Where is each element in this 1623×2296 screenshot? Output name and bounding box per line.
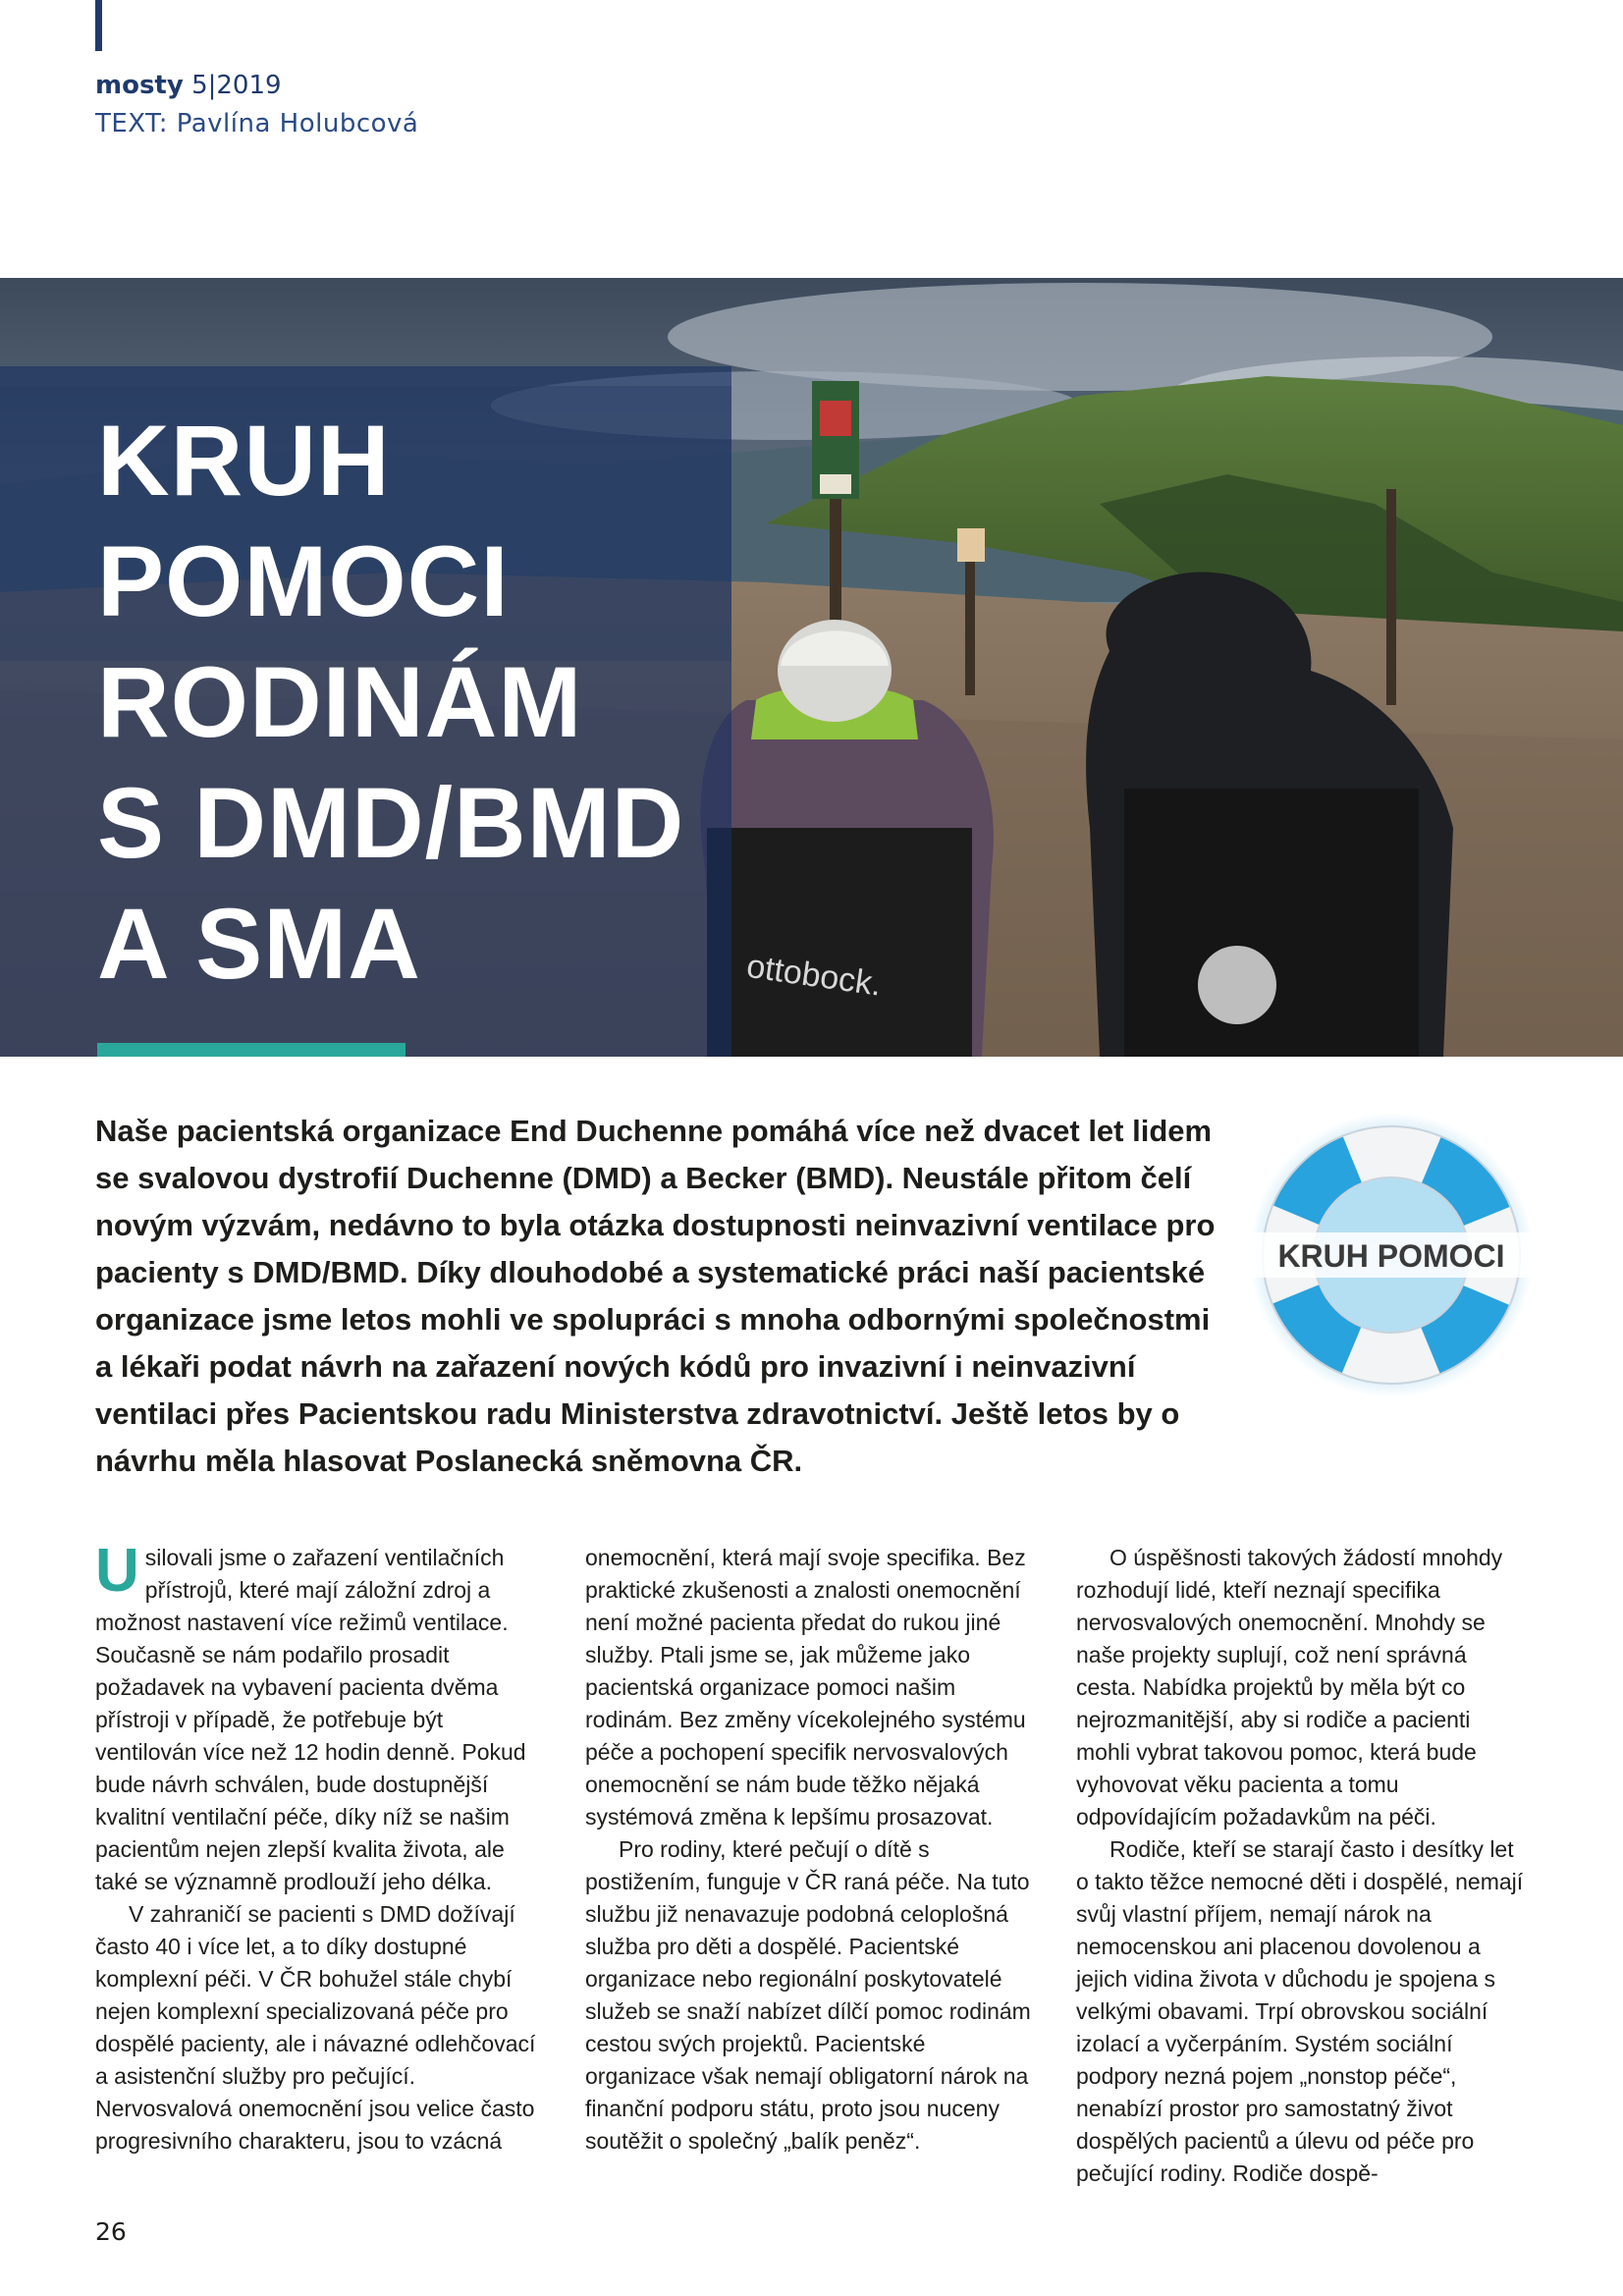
col2-paragraph-2: Pro rodiny, které pečují o dítě s postižením, funguje v ČR raná péče. Na tuto službu již nenavazuje podobná celoplošná služba pro děti a dospělé. Pacientské organizace nebo regionální poskytovatelé služeb se snaží nabízet dílčí pomoc rodinám cestou svých projektů. Pacientské organizace však nemají obligatorní nárok na finanční podporu státu, proto jsou nuceny soutěžit o společný „balík peněz“. xyxy=(585,1836,1031,2154)
drop-cap: U xyxy=(95,1537,139,1605)
col3-paragraph-1: O úspěšnosti takových žádostí mnohdy rozhodují lidé, kteří neznají specifika nervosvalových onemocnění. Mnohdy se naše projekty suplují, což není správná cesta. Nabídka projektů by měla být co nejrozmanitější, aby si rodiče a pacienti mohli vybrat takovou pomoc, která bude vyhovovat věku pacienta a tomu odpovídajícím požadavkům na péči. xyxy=(1076,1545,1503,1830)
top-accent-bar xyxy=(95,0,102,51)
logo-text: KRUH POMOCI xyxy=(1277,1238,1505,1274)
lifebuoy-logo xyxy=(1249,1113,1534,1397)
body-column-1 xyxy=(95,1537,549,2158)
col1-paragraph-1: silovali jsme o zařazení ventilačních přístrojů, které mají záložní zdroj a možnost nastavení více režimů ventilace. Současně se nám podařilo prosadit požadavek na vybavení pacienta dvěma přístroji v případě, že potřebuje být ventilován více než 12 hodin denně. Pokud bude návrh schválen, bude dostupnější kvalitní ventilační péče, díky níž se našim pacientům nejen zlepší kvalita života, ale také se významně prodlouží jeho délka. xyxy=(95,1545,526,1894)
page-number: 26 xyxy=(95,2217,127,2246)
title-line-1: KRUH xyxy=(97,405,391,517)
col1-paragraph-2: V zahraničí se pacienti s DMD dožívají často 40 i více let, a to díky dostupné komplexní péči. V ČR bohužel stále chybí nejen komplexní specializovaná péče pro dospělé pacienty, ale i návazné odlehčovací a asistenční služby pro pečující. Nervosvalová onemocnění jsou velice často progresivního charakteru, jsou to vzácná xyxy=(95,1901,536,2154)
col2-paragraph-1: onemocnění, která mají svoje specifika. Bez praktické zkušenosti a znalosti onemocnění není možné pacienta předat do rukou jiné služby. Ptali jsme se, jak můžeme jako pacientská organizace pomoci našim rodinám. Bez změny vícekolejného systému péče a pochopení specifik nervosvalových onemocnění se nám bude těžko nějaká systémová změna k lepšímu prosazovat. xyxy=(585,1545,1026,1830)
byline: TEXT: Pavlína Holubcová xyxy=(95,109,419,138)
issue-number: 5|2019 xyxy=(191,71,282,100)
magazine-issue-line xyxy=(95,71,282,100)
title-line-2: POMOCI xyxy=(97,525,510,637)
hero-section xyxy=(0,278,1623,1057)
title-line-4: S DMD/BMD xyxy=(97,767,685,879)
col3-paragraph-2: Rodiče, kteří se starají často i desítky let o takto těžce nemocné děti i dospělé, nemají svůj vlastní příjem, nemají nárok na nemocenskou ani placenou dovolenou a jejich vidina života v důchodu je spojena s velkými obavami. Trpí obrovskou sociální izolací a vyčerpáním. Systém sociální podpory nezná pojem „nonstop péče“, nenabízí prostor pro samostatný život dospělých pacientů a úlevu od péče pro pečující rodiny. Rodiče dospě- xyxy=(1076,1836,1524,2186)
article-title xyxy=(97,401,684,1005)
title-line-5: A SMA xyxy=(97,888,421,1000)
title-line-3: RODINÁM xyxy=(97,646,583,758)
lead-paragraph: Naše pacientská organizace End Duchenne pomáhá více než dvacet let lidem se svalovou dystrofií Duchenne (DMD) a Becker (BMD). Neustále přitom čelí novým výzvám, nedávno to byla otázka dostupnosti neinvazivní ventilace pro pacienty s DMD/BMD. Díky dlouhodobé a systematické práci naší pacientské organizace jsme letos mohli ve spolupráci s mnoha odbornými společnostmi a lékaři podat návrh na zařazení nových kódů pro invazivní i neinvazivní ventilaci přes Pacientskou radu Ministerstva zdravotnictví. Ještě letos by o návrhu měla hlasovat Poslanecká sněmovna ČR. xyxy=(95,1114,1216,1478)
body-column-2 xyxy=(585,1542,1039,2158)
magazine-name: mosty xyxy=(95,71,184,100)
wheelchair-brand: ottobock. xyxy=(744,947,885,1004)
body-column-3 xyxy=(1076,1542,1530,2190)
teal-accent-bar xyxy=(97,1043,406,1057)
